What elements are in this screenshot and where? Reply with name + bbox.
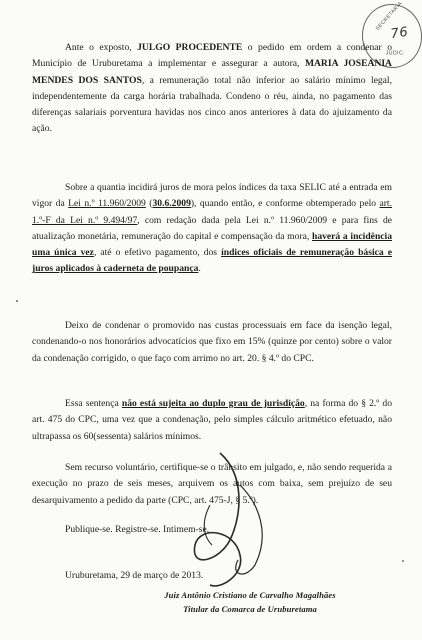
p2-text-c: ), quando então, e conforme obtemperado pelo (190, 198, 380, 210)
p2-text-e: , até o efetivo pagamento, dos (93, 247, 222, 259)
p1-text-c: , a remuneração total não inferior ao salário mínimo legal, independentemente da carga horária trabalhada. Condeno o réu, ainda, no pagamento das diferenças salariais porventura havidas nos cinco anos anteriores à data do ajuizamento da ação. (32, 74, 392, 135)
judge-title: Titular da Comarca de Uruburetama (183, 604, 317, 614)
closing-line: Publique-se. Registre-se. Intimem-se. (65, 524, 210, 535)
p4-text-b: , na forma do § 2.º do art. 475 do CPC, uma vez que a condenação, pelo simples cálculo aritmético efetuado, não ultrapassa os 60(sessenta) salários mínimos. (32, 398, 393, 442)
p2-text-d: , com redação dada pela Lei n.º 11.960/2009 e para fins de atualização monetária, remuneração do capital e compensação da mora, (32, 214, 392, 242)
scan-speck (402, 560, 404, 562)
p1-bold-verdict: JULGO PROCEDENTE (137, 42, 243, 53)
page-number: 76 (389, 24, 410, 43)
p1-bold-plaintiff: MARIA JOSEANIA MENDES DOS SANTOS (32, 58, 392, 86)
p4-text-a: Essa sentença (65, 398, 122, 409)
stamp-bottom-text: JUDIC. (385, 50, 406, 57)
stamp-top-text: SECRETARIA (374, 0, 404, 32)
p2-emphasis-2: índices oficiais de remuneração básica e juros aplicados à caderneta de poupança (32, 247, 392, 275)
paragraph-costs (32, 318, 392, 367)
paragraph-appeal (32, 396, 392, 445)
p5-text: Sem recurso voluntário, certifique-se o trânsito em julgado, e, não sendo requerida a execução no prazo de seis meses, arquivem os autos com baixa, sem prejuízo de seu desarquivamento a pedido da parte (CPC, art. 475-J, § 5.º). (32, 462, 392, 506)
p1-text-a: Ante o exposto, (65, 42, 138, 53)
paragraph-judgment (32, 40, 392, 138)
handwritten-signature (150, 445, 290, 595)
p2-text-a: Sobre a quantia incidirá juros de mora pelos índices da taxa SELIC até a entrada em vigor da (32, 182, 392, 210)
p2-law-ref-1: Lei n.º 11.960/2009 (68, 198, 146, 210)
p2-emphasis-1: haverá a incidência uma única vez (32, 230, 392, 259)
p1-text-b: o pedido em ordem a condenar o Município de Uruburetama a implementar e assegurar a autora, (32, 42, 392, 70)
p2-law-ref-2: art. 1.º-F da Lei n.º 9.494/97 (32, 198, 392, 226)
p2-text-b: ( (145, 198, 153, 210)
p3-text: Deixo de condenar o promovido nas custas processuais em face da isenção legal, condenando-o nos honorários advocatícios que fixo em 15% (quinze por cento) sobre o valor da condenação corrigido, o que faço com arrimo no art. 20. § 4.º do CPC. (32, 320, 392, 364)
p2-text-f: . (198, 263, 201, 275)
paragraph-interest (32, 180, 392, 278)
p2-date: 30.6.2009 (152, 198, 191, 210)
judge-name: Juiz Antônio Cristiano de Carvalho Magalhães (164, 590, 336, 600)
p4-emphasis: não está sujeita ao duplo grau de jurisdição (121, 398, 305, 409)
scan-speck (16, 300, 18, 302)
place-and-date: Uruburetama, 29 de março de 2013. (65, 570, 204, 581)
